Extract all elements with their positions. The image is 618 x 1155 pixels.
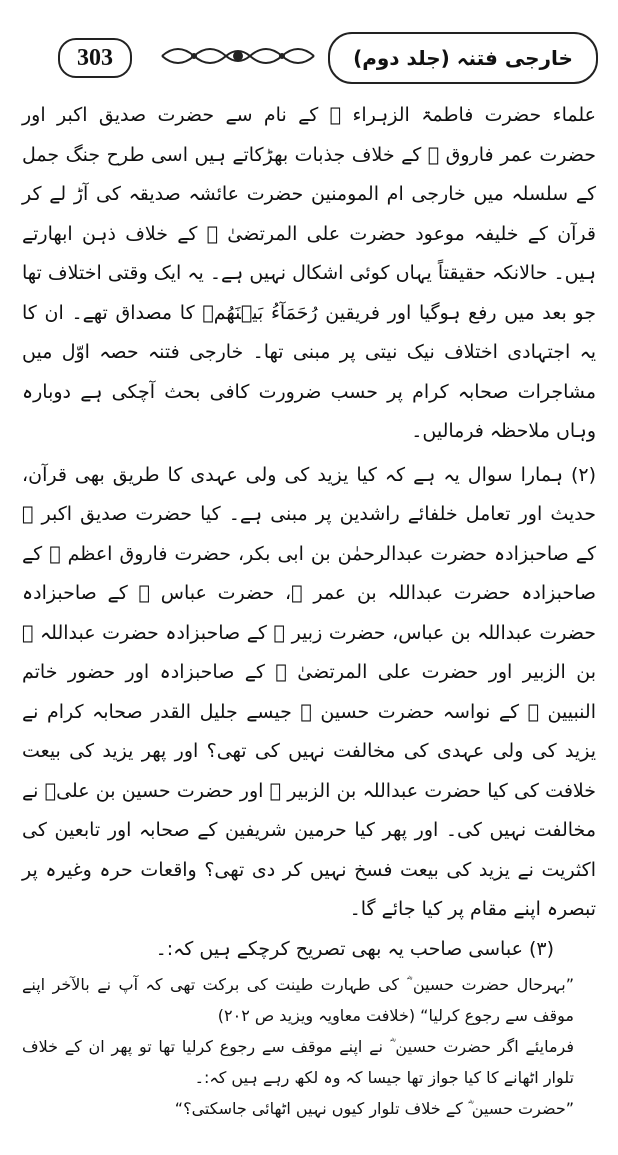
page-header [18, 26, 600, 86]
quote-1: ”بہرحال حضرت حسین ؓ کی طہارت طینت کی برکت تھی کہ آپ نے بالآخر اپنے موقف سے رجوع کرلیا“ (خلافت معاویہ ویزید ص ۲۰۲) [22, 975, 574, 1025]
paragraph-1: علماء حضرت فاطمۃ الزہراء ؓ کے نام سے حضرت صدیق اکبر اور حضرت عمر فاروق ؓ کے خلاف جذبات بھڑکاتے ہیں اسی طرح جنگ جمل کے سلسلہ میں خارجی ام المومنین حضرت عائشہ صدیقہ کی آڑ لے کر قرآن کے خلیفہ موعود حضرت علی المرتضیٰ ؓ کے خلاف ذہن ابھارتے ہیں۔ حالانکہ حقیقتاً یہاں کوئی اشکال نہیں ہے۔ یہ ایک وقتی اختلاف تھا جو بعد میں رفع ہوگیا اور فریقین رُحَمَآءُ بَیۡنَھُمۡ کا مصداق تھے۔ ان کا یہ اجتہادی اختلاف نیک نیتی پر مبنی تھا۔ خارجی فتنہ حصہ اوّل میں مشاجرات صحابہ کرام پر حسب ضرورت کافی بحث آچکی ہے دوبارہ وہاں ملاحظہ فرمالیں۔ [22, 104, 596, 442]
paragraph-3-intro: (۳) عباسی صاحب یہ بھی تصریح کرچکے ہیں کہ:۔ [155, 937, 554, 960]
paragraph-4: فرمایئے اگر حضرت حسین ؓ نے اپنے موقف سے رجوع کرلیا تھا تو پھر ان کے خلاف تلوار اٹھانے کا کیا جواز تھا جیسا کہ وہ لکھ رہے ہیں کہ:۔ [22, 1037, 574, 1087]
quote-2: ”حضرت حسین ؓ کے خلاف تلوار کیوں نہیں اٹھائی جاسکتی؟“ [174, 1099, 574, 1118]
book-title: خارجی فتنہ (جلد دوم) [328, 32, 598, 84]
page-number: 303 [58, 38, 132, 78]
paragraph-2: (۲) ہمارا سوال یہ ہے کہ کیا یزید کی ولی عہدی کا طریق بھی قرآن، حدیث اور تعامل خلفائے راشدین پر مبنی ہے۔ کیا حضرت صدیق اکبر ؓ کے صاحبزادہ حضرت عبدالرحمٰن بن ابی بکر، حضرت فاروق اعظم ؓ کے صاحبزادہ حضرت عبداللہ بن عمر ؓ، حضرت عباس ؓ کے صاحبزادہ حضرت عبداللہ بن عباس، حضرت زبیر ؓ کے صاحبزادہ حضرت عبداللہ ؓ بن الزبیر اور حضرت علی المرتضیٰ ؓ کے صاحبزادہ اور حضور خاتم النبیین ﷺ کے نواسہ حضرت حسین ؓ جیسے جلیل القدر صحابہ کرام نے یزید کی ولی عہدی کی مخالفت نہیں کی تھی؟ اور پھر یزید کی بیعت خلافت کی کیا حضرت عبداللہ بن الزبیر ؓ اور حضرت حسین بن علیؓ نے مخالفت نہیں کی۔ اور پھر کیا حرمین شریفین کے صحابہ اور تابعین کی اکثریت نے یزید کی بیعت فسخ نہیں کر دی تھی؟ واقعات حرہ وغیرہ پر تبصرہ اپنے مقام پر کیا جائے گا۔ [22, 463, 596, 920]
decorative-ornament-icon [158, 40, 318, 72]
page-body [22, 96, 596, 1124]
